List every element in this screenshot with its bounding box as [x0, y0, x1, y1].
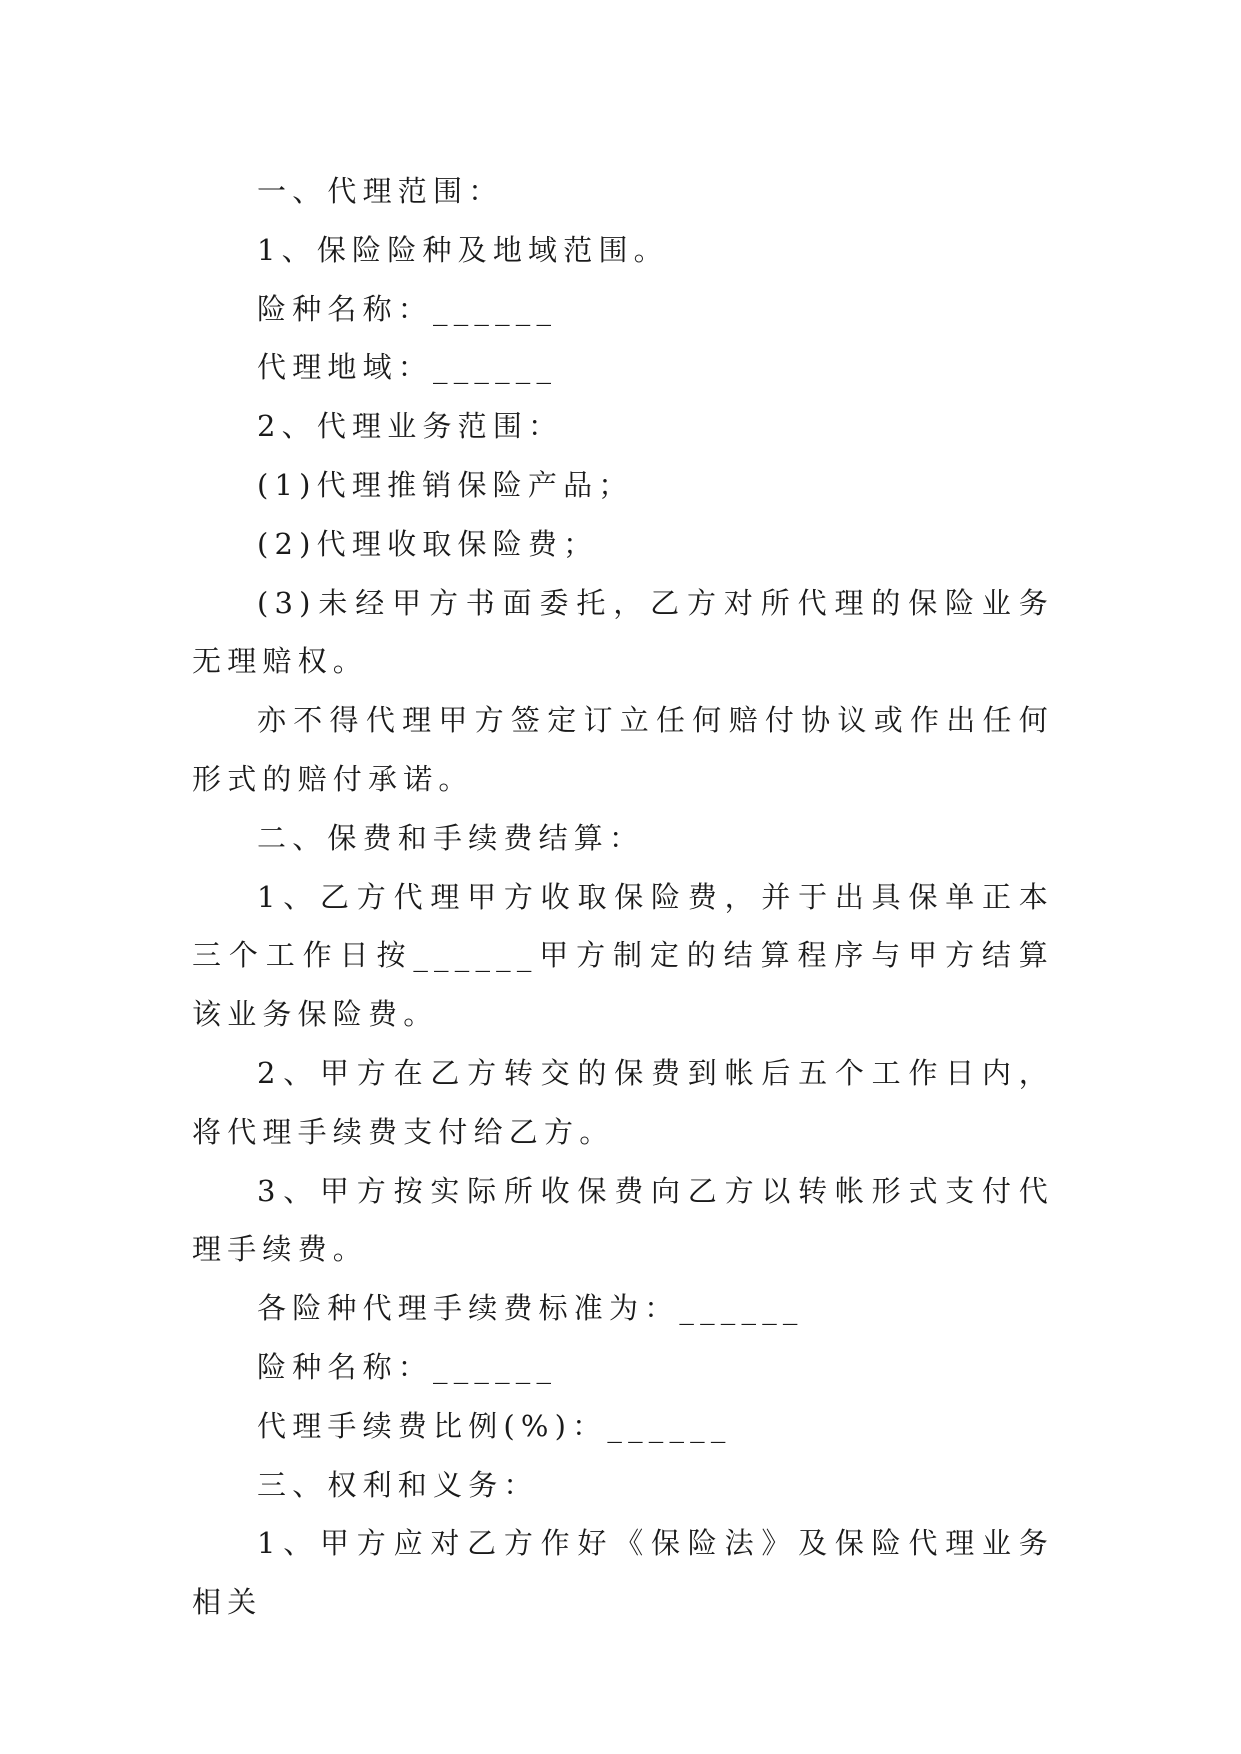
paragraph: (1)代理推销保险产品； [257, 467, 634, 502]
paragraph: 1、乙方代理甲方收取保险费，并于出具保单正本三个工作日按______甲方制定的结算程序与甲方结算该业务保险费。 [192, 879, 1054, 1032]
section-heading-scope: 一、代理范围： [257, 174, 504, 208]
paragraph: 1、保险险种及地域范围。 [257, 232, 669, 267]
paragraph: 代理手续费比例(%)：______ [257, 1408, 732, 1443]
section-heading-rights: 三、权利和义务： [257, 1467, 539, 1502]
paragraph: 险种名称：______ [257, 291, 558, 326]
paragraph: (2)代理收取保险费； [257, 526, 599, 561]
paragraph: 代理地域：______ [257, 350, 558, 385]
paragraph: 1、甲方应对乙方作好《保险法》及保险代理业务相关 [192, 1526, 1054, 1620]
paragraph: 各险种代理手续费标准为：______ [257, 1291, 804, 1326]
paragraph: (3)未经甲方书面委托，乙方对所代理的保险业务无理赔权。 [192, 585, 1054, 679]
paragraph: 险种名称：______ [257, 1349, 558, 1384]
paragraph: 亦不得代理甲方签定订立任何赔付协议或作出任何形式的赔付承诺。 [192, 703, 1054, 796]
paragraph: 2、甲方在乙方转交的保费到帐后五个工作日内，将代理手续费支付给乙方。 [192, 1055, 1054, 1149]
paragraph: 2、代理业务范围： [257, 409, 564, 444]
section-heading-settlement: 二、保费和手续费结算： [257, 820, 645, 855]
document-body [192, 162, 1054, 1632]
paragraph: 3、甲方按实际所收保费向乙方以转帐形式支付代理手续费。 [192, 1173, 1054, 1267]
